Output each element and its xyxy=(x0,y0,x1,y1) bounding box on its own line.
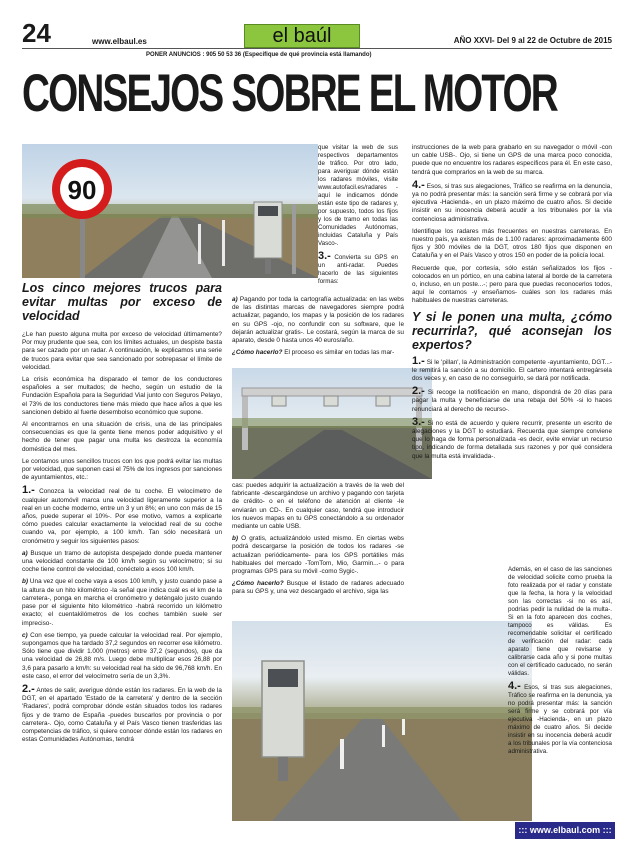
appeal-step-number: 1.- xyxy=(412,354,425,367)
how-question: ¿Cómo hacerlo? xyxy=(232,580,284,588)
paragraph: que visitar la web de sus respectivos departamentos de tráfico. Por otro lado, para averiguar dónde están los radares móviles, visite www.autofacil.es/radares -aquí le indicamos dónde están este tipo de radares y, por supuesto, todos los fijos y los de tramo en todas las Comunidades Autónomas, incluidas Cataluña y País Vasco-. xyxy=(318,144,398,247)
paragraph: instrucciones de la web para grabarlo en su navegador o móvil -con un cable USB-. Ojo, si tiene un GPS de una marca poco conocida, puede que no encuentre los radares específicos para él. En este caso, tendrá que comprarlos en la web de su marca. xyxy=(412,144,613,176)
speed-sign-radar-photo xyxy=(22,144,318,278)
article-headline: CONSEJOS SOBRE EL MOTOR xyxy=(22,64,557,123)
tip-number: 4.- xyxy=(412,178,425,191)
how-answer: El proceso es similar en todas las mar- xyxy=(284,349,395,357)
radar-gantry-illustration xyxy=(232,368,432,479)
appeal-step-text: Esos, si tras sus alegaciones, Tráfico se reafirma en la denuncia, ya no podrá presentar más: la sanción será firme y se cobrará por vía ejecutiva -Hacienda-, en un plazo máximo de cuatro años. Si decide insistir en su inocencia deberá acudir a los tribunales por la vía contenciosa administrativa. xyxy=(508,684,612,755)
tip-number: 3.- xyxy=(318,250,331,262)
step-label: c) xyxy=(22,631,28,639)
step-text: Con ese tiempo, ya puede calcular la velocidad real. Por ejemplo, supongamos que ha tardado 37,2 segundos en recorrer ese kilómetro. Sólo tiene que dividir 1.000 (metros) entre 37,2 (segundos), que da una velocidad de 26,88 m/s. Luego debe multiplicar esos 26,88 por 3,6 para pasarlo a km/h: su velocidad real ha sido de 96,768 km/h. En este caso, el error del velocímetro sería de un 3,3%. xyxy=(22,631,222,680)
tip-text: Antes de salir, averigue dónde están los radares. En la web de la DGT, en el apartado 'Estado de la carretera' y dentro de la sección 'Radares', podrá comprobar dónde están situados todos los radares fijos y de tramo de España -puedes buscarlos por provincia o por carretera-. Ojo, como Cataluña y el País Vasco tienen trasferidas las competencias de tráfico, si quiere conocer dónde están los radares en estas Comunidades Autónomas, tendrá xyxy=(22,686,222,744)
how-question: ¿Cómo hacerlo? xyxy=(232,349,283,357)
roadside-radar-photo xyxy=(232,621,532,821)
paragraph: Recuerde que, por cortesía, sólo están señalizados los fijos -colocados en un pórtico, en una cabina lateral al borde de la carretera o, incluso, en un poste...-; pero para que puedas reconocerlos todos, aquí le contamos -y enseñamos- cuáles son los radares más habituales de nuestras carreteras. xyxy=(412,264,612,305)
appeal-step-text: Si le 'pillan', la Administración competente -ayuntamiento, DGT...- le remitirá la sanción a su domicilio. El cartero intentará entregársela dos veces y, en caso de no conseguirlo, se dará por notificada. xyxy=(412,358,613,383)
paragraph: Además, en el caso de las sanciones de velocidad solicite como prueba la foto realizada por el radar y constate que la fecha, la hora y la velocidad son las correctas -si no es así, podrías pedir la nulidad de la multa-. Si en la foto aparecen dos coches, tampoco es válidas. Es recomendable solicitar el certificado de verificación del radar: cada aparato tiene que revisarse y calibrarse cada año y si pone multas con el certificado caducado, no serán válidas. xyxy=(508,566,612,677)
tip-text: Conozca la velocidad real de tu coche. El velocímetro de cualquier automóvil marca una velocidad ligeramente superior a la real en un coche moderno, entre un 3 y un 8%; en uno con más de 15 años, puede superar el 10%-. Por ese motivo, vamos a explicarte cómo puedes calcular exactamente la velocidad real de su coche cuando va, por ejemplo, a 100 km/h. Tan sólo necesitará un cronómetro y seguir los siguientes pasos: xyxy=(22,488,223,545)
speed-limit-number: 90 xyxy=(67,175,97,205)
step-label: b) xyxy=(22,578,29,586)
tip-text: Esos, si tras sus alegaciones, Tráfico se reafirma en la denuncia, ya no podrá presentar más: la sanción será firme y se cobrará por vía ejecutiva -Hacienda-, en un plazo máximo de cuatro años. Si decide insistir en su inocencia deberá acudir a los tribunales por la vía contenciosa administrativa. xyxy=(412,182,612,223)
article-column-2-bottom xyxy=(232,482,404,601)
article-column-2-top xyxy=(318,144,398,290)
footer-site-url[interactable]: ::: www.elbaul.com ::: xyxy=(515,822,615,839)
paragraph: Le contamos unos sencillos trucos con los que podrá evitar las multas por velocidad, que suponen casi el 75% de los ingresos por sanciones de ayuntamientos, etc.: xyxy=(22,457,222,482)
article-column-1 xyxy=(22,281,222,748)
appeal-step-number: 2.- xyxy=(412,385,425,398)
tip-number: 1.- xyxy=(22,484,35,497)
paragraph: ¿Le han puesto alguna multa por exceso de velocidad últimamente? Por muy prudente que sea, con los límites actuales, un despiste basta para ser cazado por un radar. A continuación, le explicamos una serie de trucos para evitar que sea sancionado por sobrepasar el límite de velocidad. xyxy=(22,331,222,371)
article-column-2 xyxy=(232,296,404,361)
step-text: Pagando por toda la cartografía actualizada: en las webs de las distintas marcas de navegadores siempre podrá actualizar, pagando, los mapas y la posición de los radares en su GPS -ojo, no confundir con su software, que le dejarán actualizar gratis-. Le costará, según la marca de su aparato, desde 0 hasta unos 40 euros/año. xyxy=(232,296,404,345)
appeal-step-text: Si no está de acuerdo y quiere recurrir, presente un escrito de alegaciones y la DGT lo estudiará. Recuerda que siempre conviene que lo haga de forma personalizada -es decir, evite enviar un recurso tipo, indicando de forma detallada sus razones y por qué considera que la multa está invalidada-. xyxy=(412,419,612,460)
speed-sign-radar-illustration xyxy=(22,144,318,278)
article-column-3-lower xyxy=(508,566,612,760)
step-label: b) xyxy=(232,535,239,543)
step-text: Una vez que el coche vaya a esos 100 km/h, y justo cuando pase a la altura de un hito kilométrico -la señal que indica cuál es el km de la carretera-, ponga en marcha el cronómetro y deténgalo justo cuando pase por el siguiente hito kilométrico -habrá recorrido un kilómetro exacto; el cuentakilómetros de los coches también suele ser impreciso-. xyxy=(22,578,222,627)
issue-info: AÑO XXVI- Del 9 al 22 de Octubre de 2015 xyxy=(453,36,612,45)
subheading-speed-tips: Los cinco mejores trucos para evitar multas por exceso de velocidad xyxy=(22,281,222,323)
masthead-logo: el baúl xyxy=(244,24,360,48)
site-url: www.elbaul.es xyxy=(92,37,147,46)
appeal-step-number: 3.- xyxy=(412,415,425,428)
paragraph: La crisis económica ha disparado el temor de los conductores españoles a ser multados; de hecho, según un estudio de la Fundación Española para la Seguridad Vial junto con Seguros Pelayo, el 73% de los conductores tiene más miedo que hace años a que les sancionen debido al fuerte desembolso económico que supone. xyxy=(22,376,222,416)
radar-gantry-photo xyxy=(232,368,432,479)
step-text: Busque un tramo de autopista despejado donde pueda mantener una velocidad constante de 100 km/h según su velocímetro; si su coche tiene control de velocidad, conéctelo a esos 100 km/h. xyxy=(22,549,222,574)
ads-phone-line: PONER ANUNCIOS : 905 50 53 36 (Especifique de qué provincia está llamando) xyxy=(146,52,372,58)
paragraph: Al encontrarnos en una situación de crisis, una de las principales consecuencias es que la gente tiene menos poder adquisitivo y el hecho de tener que pagar una multa les destroza la economía doméstica del mes. xyxy=(22,421,222,453)
tip-number: 2.- xyxy=(22,682,35,695)
article-column-3 xyxy=(412,144,612,465)
paragraph: Identifique los radares más frecuentes en nuestras carreteras. En nuestro país, ya existen más de 1.100 radares: aproximadamente 600 fijos y 300 móviles de la DGT, otros 180 fijos que disponen en Cataluña y en el País Vasco y otros 150 en poder de la policía local. xyxy=(412,227,612,260)
page-number: 24 xyxy=(22,18,51,48)
header-divider xyxy=(22,48,612,49)
roadside-radar-illustration xyxy=(232,621,532,821)
step-text: O gratis, actualizándolo usted mismo. En ciertas webs podrá descargarse la posición de todos los radares -se actualizan periódicamente- para los GPS portátiles más habituales del mercado -TomTom, Mio, Garmin...- o para programas GPS para su móvil -como Sygic-. xyxy=(232,535,404,576)
step-label: a) xyxy=(232,296,238,303)
tip-text: Convierta su GPS en un anti-radar. Puedes hacerlo de las siguientes formas: xyxy=(318,254,398,285)
paragraph: cas: puedes adquirir la actualización a través de la web del fabricante -descargándose un archivo y pagando con tarjeta de crédito- o en el teléfono de atención al cliente -le enviarán un CD-. En cualquier caso, tendrá que introducir los nuevos mapas en tu GPS conectándolo a su ordenador mediante un cable USB. xyxy=(232,482,404,531)
appeal-step-number: 4.- xyxy=(508,680,521,692)
appeal-step-text: Si recoge la notificación en mano, dispondrá de 20 días para pagar la multa y beneficiarse de una rebaja del 50% -si lo haces renunciará al derecho de recurso-. xyxy=(412,389,612,413)
how-answer: Busque el listado de radares adecuado para su GPS y, una vez descargado el archivo, siga las xyxy=(232,580,404,596)
step-label: a) xyxy=(22,549,28,557)
subheading-appeal: Y si le ponen una multa, ¿cómo recurrirla?, qué aconsejan los expertos? xyxy=(412,309,612,352)
